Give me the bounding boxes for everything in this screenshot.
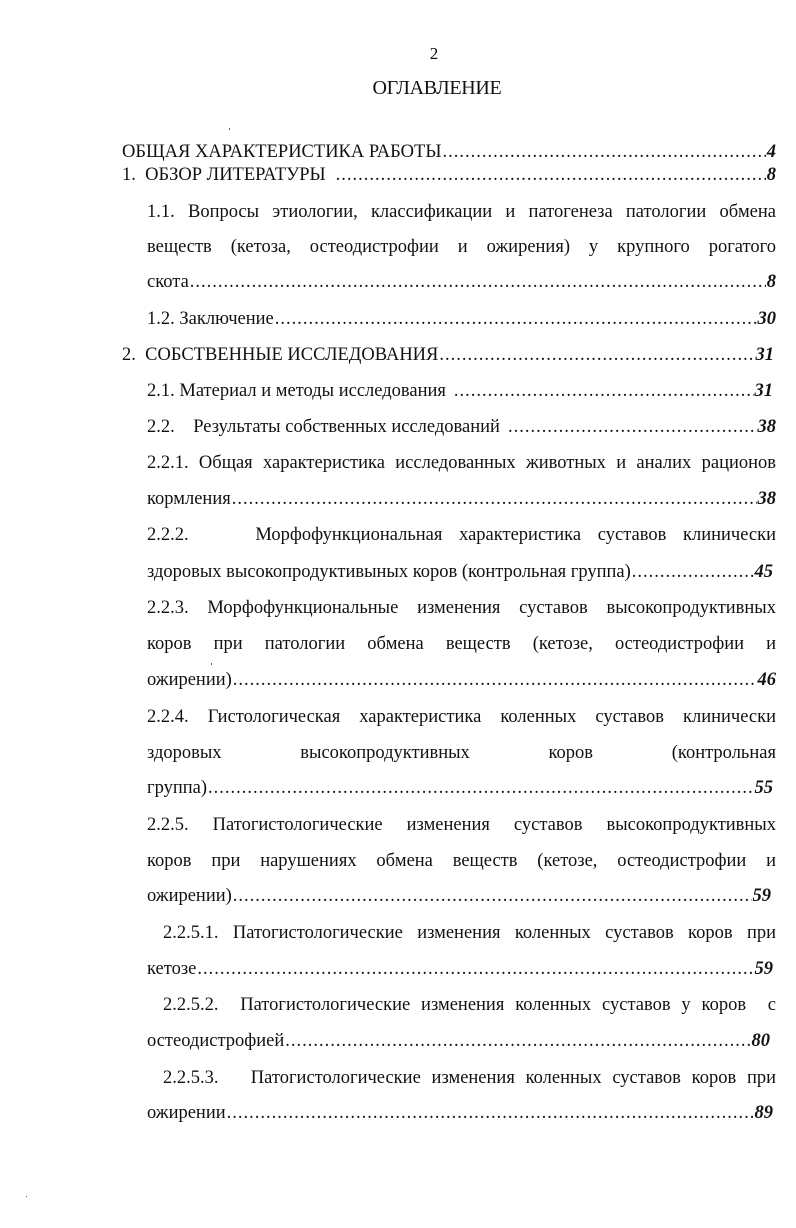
toc-entry-line <box>147 742 776 764</box>
toc-entry-section-1[interactable] <box>122 164 776 186</box>
toc-entry-line: кетозе <box>147 959 197 979</box>
toc-page-number: 59 <box>752 886 771 906</box>
leader-dots <box>233 669 757 691</box>
toc-page-number: 31 <box>754 381 773 401</box>
toc-page-number: 89 <box>754 1103 773 1123</box>
toc-entry-line: 2.2.5.1. Патогистологические изменения коленных суставов коров при <box>163 923 776 943</box>
toc-entry-line: 2.2.5.2. Патогистологические изменения коленных суставов у коров с <box>163 995 776 1015</box>
leader-dots <box>233 885 752 907</box>
toc-page-number: 31 <box>755 345 774 365</box>
toc-page-number: 8 <box>766 272 776 292</box>
toc-entry-line: остеодистрофией <box>147 1031 285 1051</box>
toc-page-number: 38 <box>757 489 776 509</box>
leader-dots <box>232 488 757 510</box>
leader-dots <box>632 561 754 583</box>
toc-page-number: 59 <box>754 959 773 979</box>
leader-dots <box>439 344 754 366</box>
toc-page-number: 8 <box>766 165 776 185</box>
toc-entry-title: ОБЩАЯ ХАРАКТЕРИСТИКА РАБОТЫ <box>122 142 442 162</box>
toc-entry-line: 2.2.1. Общая характеристика исследованных животных и аналих рационов <box>147 453 776 473</box>
leader-dots <box>454 380 754 402</box>
toc-entry-title: 2.2. Результаты собственных исследований <box>147 417 500 437</box>
toc-entry-line: ожирении <box>147 1103 226 1123</box>
toc-page-number: 80 <box>751 1031 770 1051</box>
toc-page-number: 30 <box>757 309 776 329</box>
scan-speck <box>26 1196 27 1197</box>
toc-entry-line: веществ (кетоза, остеодистрофии и ожирения) у крупного рогатого <box>147 237 776 257</box>
leader-dots <box>285 1030 750 1052</box>
toc-entry-line: 2.2.2. Морфофункциональная характеристика суставов клинически <box>147 525 776 545</box>
toc-entry-word: коров <box>548 743 594 763</box>
toc-entry-line: 1.1. Вопросы этиологии, классификации и патогенеза патологии обмена <box>147 202 776 222</box>
toc-page-number: 45 <box>754 562 773 582</box>
toc-entry-2-1[interactable] <box>147 380 773 402</box>
toc-entry-line: 2.2.5. Патогистологические изменения суставов высокопродуктивных <box>147 815 776 835</box>
scan-speck <box>229 128 230 130</box>
toc-entry-word: здоровых <box>147 743 222 763</box>
page-number: 2 <box>429 44 439 63</box>
toc-entry-line: кормления <box>147 489 231 509</box>
leader-dots <box>227 1102 754 1124</box>
toc-entry-section-2[interactable] <box>122 344 774 366</box>
toc-entry-1-2[interactable] <box>147 308 776 330</box>
toc-entry-line: ожирении) <box>147 670 232 690</box>
leader-dots <box>197 958 753 980</box>
leader-dots <box>442 141 765 163</box>
toc-entry-word: (контрольная <box>671 743 776 763</box>
toc-page-number: 46 <box>757 670 776 690</box>
leader-dots <box>508 416 757 438</box>
page-title: ОГЛАВЛЕНИЕ <box>372 77 502 99</box>
toc-entry-line: здоровых высокопродуктивыных коров (контрольная группа) <box>147 562 631 582</box>
toc-entry-title: 1. ОБЗОР ЛИТЕРАТУРЫ <box>122 165 326 185</box>
toc-entry-word: высокопродуктивных <box>300 743 470 763</box>
toc-entry-line: коров при патологии обмена веществ (кетозе, остеодистрофии и <box>147 634 776 654</box>
leader-dots <box>275 308 757 330</box>
toc-entry-title: 1.2. Заключение <box>147 309 274 329</box>
leader-dots <box>190 271 766 293</box>
scan-speck <box>211 663 212 665</box>
toc-entry-line: коров при нарушениях обмена веществ (кетозе, остеодистрофии и <box>147 851 776 871</box>
toc-page-number: 55 <box>754 778 773 798</box>
toc-entry-line: 2.2.5.3. Патогистологические изменения коленных суставов коров при <box>163 1068 776 1088</box>
toc-entry-line: группа) <box>147 778 208 798</box>
leader-dots <box>336 164 766 186</box>
toc-entry-title: 2.1. Материал и методы исследования <box>147 381 446 401</box>
toc-entry-line: скота <box>147 272 189 292</box>
toc-entry-general[interactable] <box>122 141 776 163</box>
toc-page-number: 4 <box>766 142 776 162</box>
toc-entry-line: 2.2.3. Морфофункциональные изменения суставов высокопродуктивных <box>147 598 776 618</box>
leader-dots <box>208 777 753 799</box>
toc-entry-line: 2.2.4. Гистологическая характеристика коленных суставов клинически <box>147 707 776 727</box>
toc-entry-title: 2. СОБСТВЕННЫЕ ИССЛЕДОВАНИЯ <box>122 345 439 365</box>
toc-entry-line: ожирении) <box>147 886 232 906</box>
toc-entry-2-2[interactable] <box>147 416 776 438</box>
toc-page-number: 38 <box>757 417 776 437</box>
